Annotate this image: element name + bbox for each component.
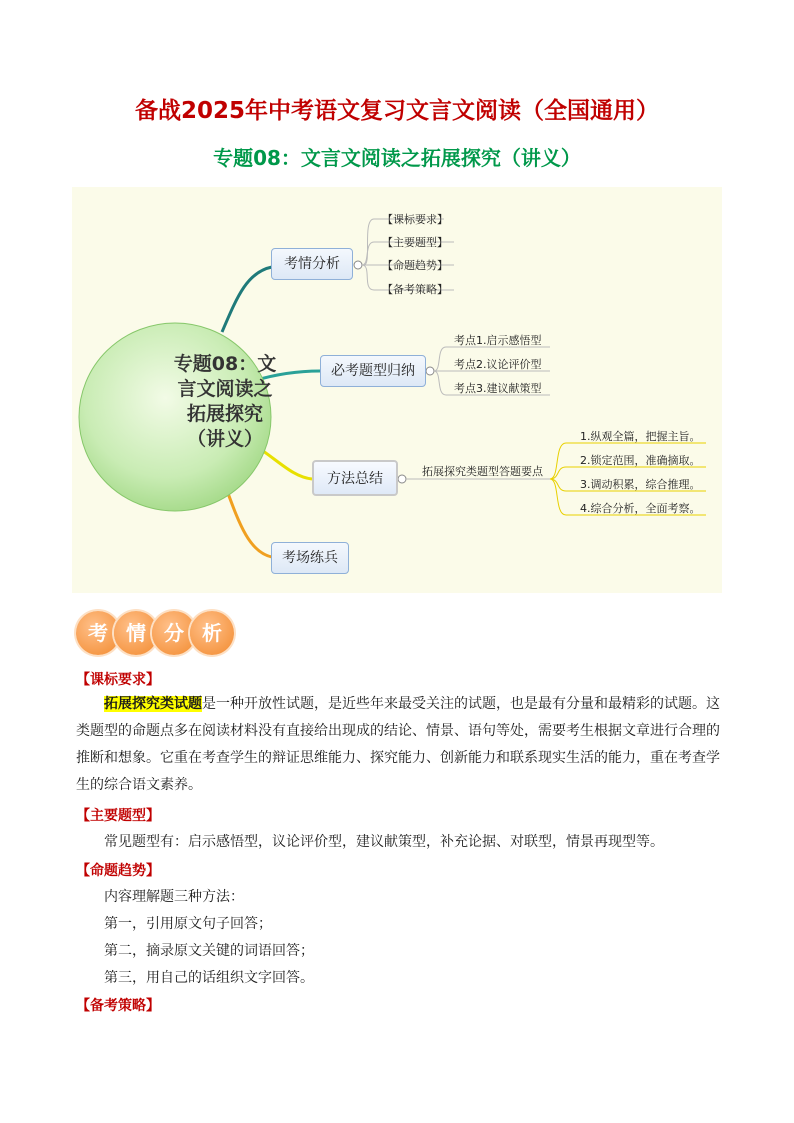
paragraph-zhuyao: 常见题型有：启示感悟型，议论评价型，建议献策型，补充论据、对联型，情景再现型等。: [104, 834, 664, 850]
leaf-fangfa-3: 3.调动积累，综合推理。: [580, 478, 701, 491]
leaf-fangfa-2: 2.锁定范围，准确摘取。: [580, 454, 701, 467]
leaf-fangfa-1: 1.纵观全篇，把握主旨。: [580, 430, 701, 443]
document-subtitle: 专题08：文言文阅读之拓展探究（讲义）: [213, 146, 581, 170]
leaf-kaodian-3: 考点3.建议献策型: [454, 382, 542, 395]
leaf-mingti: 【命题趋势】: [382, 259, 448, 272]
badge-char: 析: [190, 611, 234, 655]
node-bikao: 必考题型归纳: [320, 355, 426, 387]
center-node-label: 专题08：文 言文阅读之 拓展探究 （讲义）: [173, 353, 277, 450]
node-kaoqing: 考情分析: [271, 248, 353, 280]
mingti-line-4: 第三，用自己的话组织文字回答。: [104, 970, 314, 986]
leaf-beikao: 【备考策略】: [382, 283, 448, 296]
leaf-fangfa-4: 4.综合分析，全面考察。: [580, 502, 701, 515]
badge-char: 分: [152, 611, 196, 655]
branch-line-kaoqing: [222, 267, 272, 332]
leaf-zhuyao: 【主要题型】: [382, 236, 448, 249]
document-title: 备战2025年中考语文复习文言文阅读（全国通用）: [134, 98, 659, 124]
leaf-kaodian-1: 考点1.启示感悟型: [454, 334, 542, 347]
mingti-line-1: 内容理解题三种方法：: [104, 889, 244, 905]
node-fangfa: 方法总结: [312, 460, 398, 496]
paragraph-kebiao-text: 是一种开放性试题，是近些年来最受关注的试题，也是最有分量和最精彩的试题。这类题型的命题点多在阅读材料没有直接给出现成的结论、情景、语句等处，需要考生根据文章进行合理的推断和想象。它重在考查学生的辩证思维能力、探究能力、创新能力和联系现实生活的能力，重在考查学生的综合语文素养。: [76, 696, 720, 793]
heading-beikao: 【备考策略】: [76, 998, 160, 1014]
mingti-line-3: 第二，摘录原文关键的词语回答；: [104, 943, 314, 959]
heading-mingti: 【命题趋势】: [76, 863, 160, 879]
badge-char: 情: [114, 611, 158, 655]
heading-zhuyao: 【主要题型】: [76, 808, 160, 824]
leaf-dati-yaodian: 拓展探究类题型答题要点: [422, 465, 543, 478]
highlight-term: 拓展探究类试题: [104, 696, 202, 712]
node-kaochang: 考场练兵: [271, 542, 349, 574]
badge-char: 考: [76, 611, 120, 655]
leaf-kaodian-2: 考点2.议论评价型: [454, 358, 542, 371]
section-badge-kaoqing: [76, 611, 236, 657]
heading-kebiao: 【课标要求】: [76, 672, 160, 688]
leaf-kebiao: 【课标要求】: [382, 213, 448, 226]
paragraph-kebiao: [76, 691, 722, 799]
mingti-line-2: 第一，引用原文句子回答；: [104, 916, 272, 932]
mind-map: [72, 187, 722, 593]
